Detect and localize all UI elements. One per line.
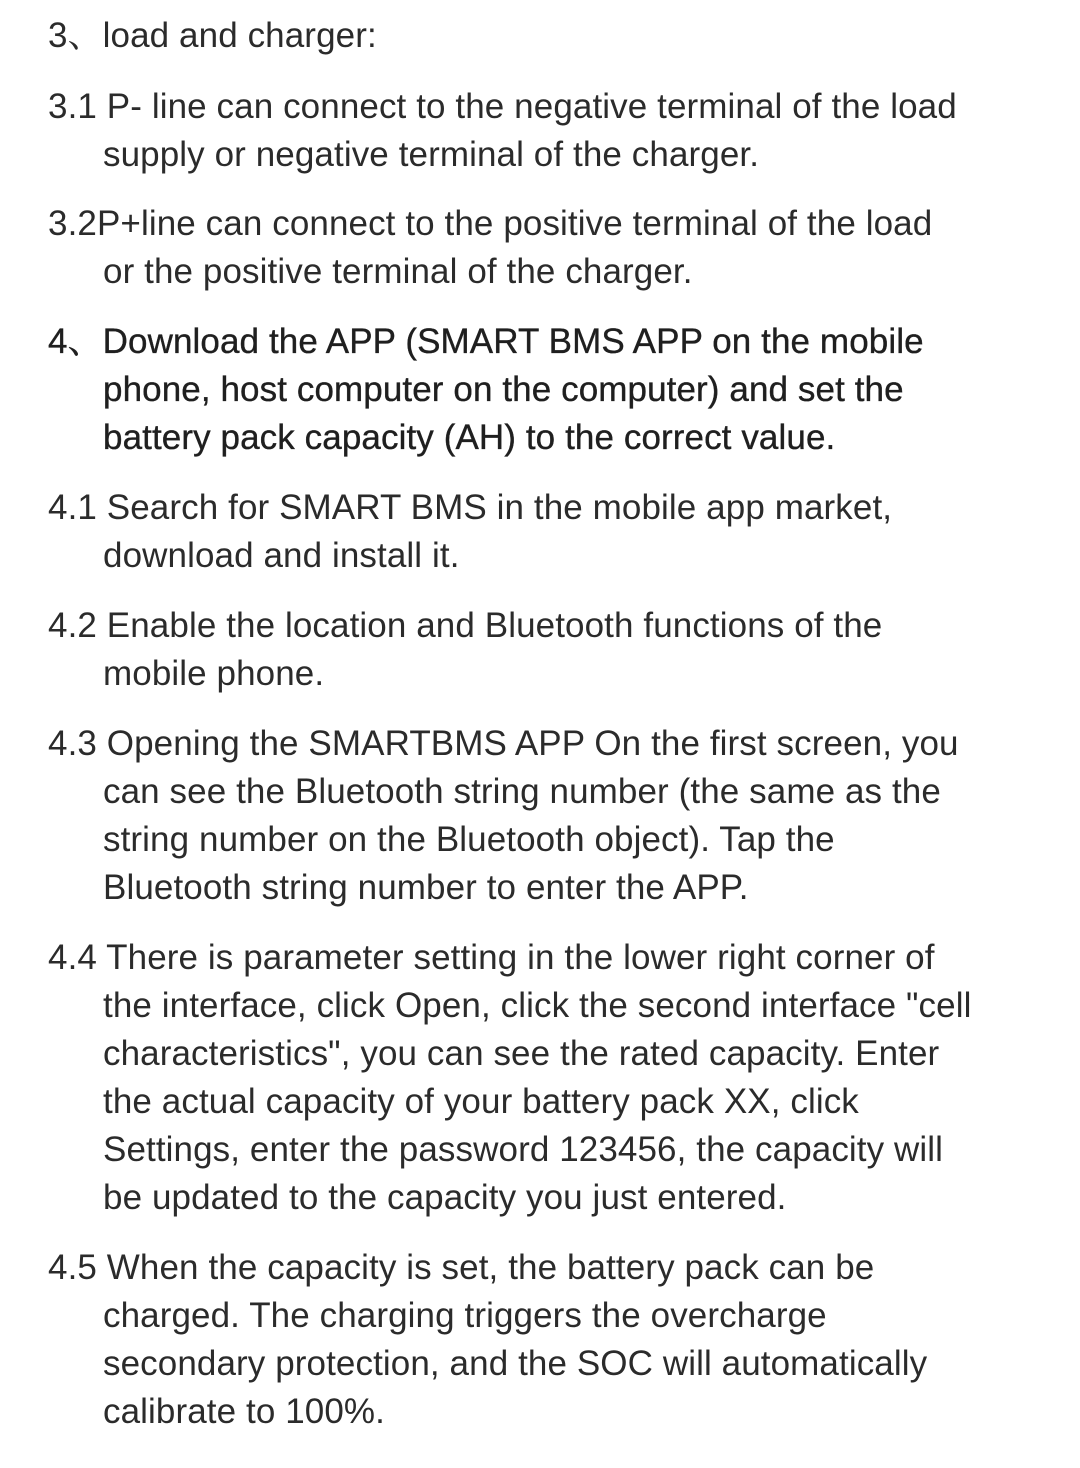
section-3-1-number: 3.1	[48, 87, 97, 126]
section-4-4-line-5: Settings, enter the password 123456, the capacity will	[103, 1130, 944, 1169]
section-4-number: 4、	[48, 322, 103, 361]
section-3-2	[48, 200, 1048, 296]
section-4-5-line-3: secondary protection, and the SOC will automatically	[103, 1344, 928, 1383]
section-4-heading	[48, 318, 1048, 462]
section-3-1	[48, 83, 1048, 179]
section-4-4-line-2: the interface, click Open, click the second interface "cell	[103, 986, 972, 1025]
section-4-2	[48, 602, 1048, 698]
section-4-4-line-6: be updated to the capacity you just entered.	[103, 1178, 787, 1217]
section-4-1-number: 4.1	[48, 488, 97, 527]
section-4-4-line-4: the actual capacity of your battery pack XX, click	[103, 1082, 859, 1121]
section-3-2-line-2: or the positive terminal of the charger.	[103, 252, 693, 291]
section-4-4	[48, 934, 1048, 1222]
section-4-2-line-1: 4.2 Enable the location and Bluetooth functions of the	[48, 602, 1048, 650]
section-4-3-line-2: can see the Bluetooth string number (the same as the	[103, 772, 941, 811]
section-3-1-line-1: 3.1 P- line can connect to the negative terminal of the load	[48, 83, 1048, 131]
section-3-heading-text: 3、load and charger:	[48, 16, 377, 55]
section-4-1	[48, 484, 1048, 580]
section-4-line-3: battery pack capacity (AH) to the correct value.	[103, 418, 836, 457]
section-4-3-line-1: 4.3 Opening the SMARTBMS APP On the first screen, you	[48, 720, 1048, 768]
section-4-2-number: 4.2	[48, 606, 97, 645]
section-4-3-number: 4.3	[48, 724, 97, 763]
section-4-5	[48, 1244, 1048, 1436]
section-3-2-line-1: 3.2P+line can connect to the positive terminal of the load	[48, 200, 1048, 248]
section-4-2-line-2: mobile phone.	[103, 654, 325, 693]
section-4-4-line-3: characteristics", you can see the rated capacity. Enter	[103, 1034, 940, 1073]
section-4-4-line-1: 4.4 There is parameter setting in the lower right corner of	[48, 934, 1048, 982]
section-4-5-line-1: 4.5 When the capacity is set, the battery pack can be	[48, 1244, 1048, 1292]
section-4-3-line-4: Bluetooth string number to enter the APP.	[103, 868, 749, 907]
section-4-line-1: 4、Download the APP (SMART BMS APP on the mobile	[48, 318, 1048, 366]
section-4-1-line-1: 4.1 Search for SMART BMS in the mobile app market,	[48, 484, 1048, 532]
section-4-3-line-3: string number on the Bluetooth object). Tap the	[103, 820, 835, 859]
section-4-5-line-2: charged. The charging triggers the overcharge	[103, 1296, 827, 1335]
section-3-heading	[48, 12, 1048, 60]
section-4-5-number: 4.5	[48, 1248, 97, 1287]
section-4-3	[48, 720, 1048, 912]
section-4-1-line-2: download and install it.	[103, 536, 460, 575]
section-3-1-line-2: supply or negative terminal of the charger.	[103, 135, 760, 174]
section-4-5-line-4: calibrate to 100%.	[103, 1392, 385, 1431]
section-4-line-2: phone, host computer on the computer) and set the	[103, 370, 904, 409]
section-4-4-number: 4.4	[48, 938, 97, 977]
section-3-2-number: 3.2	[48, 204, 97, 243]
